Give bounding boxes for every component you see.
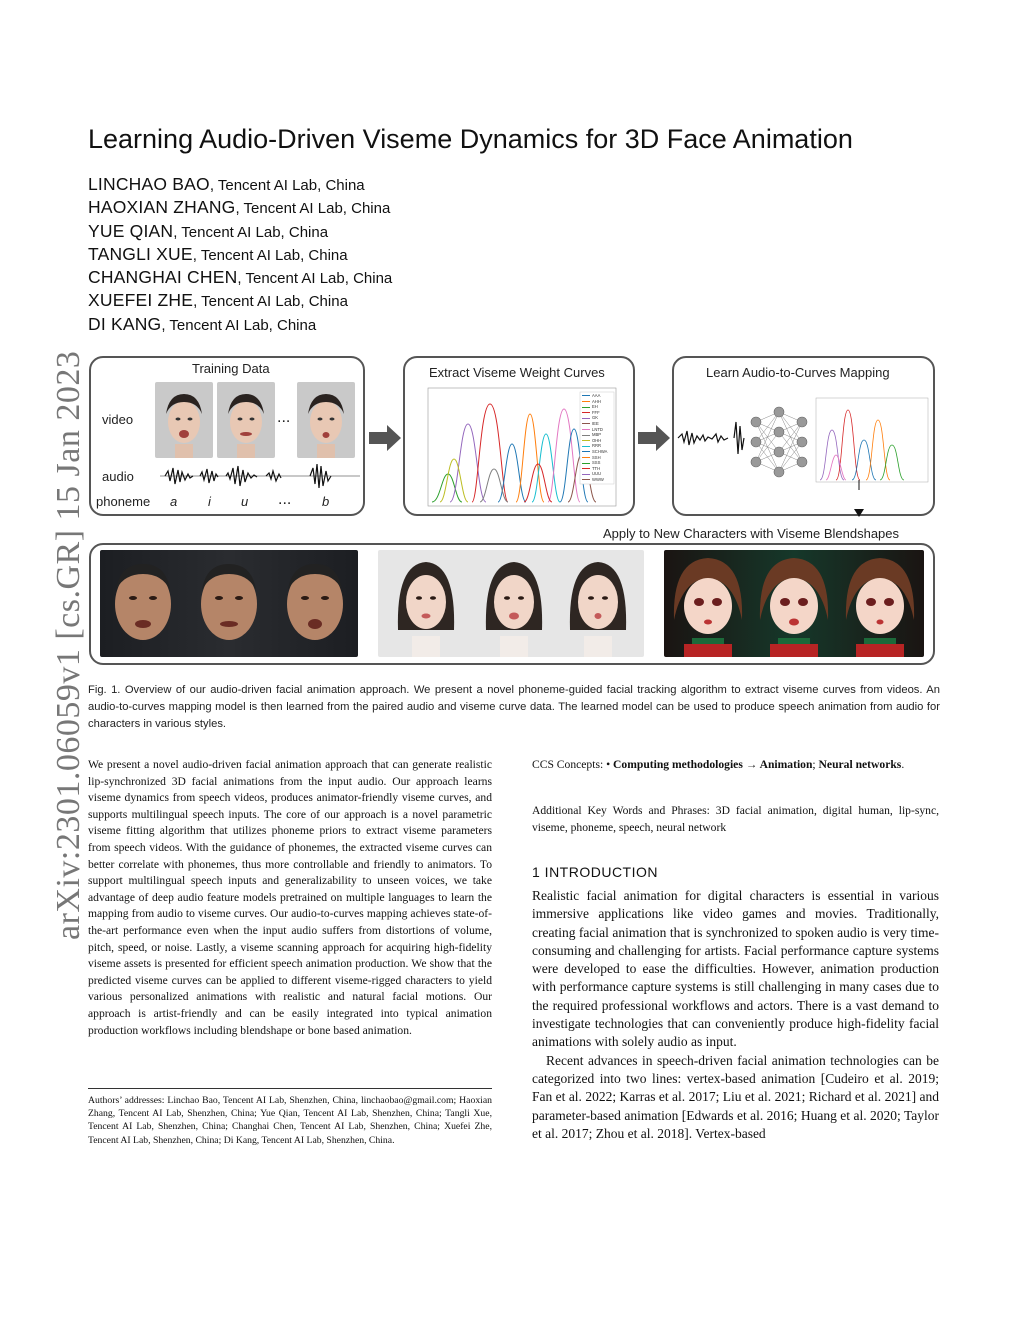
author-list	[88, 174, 392, 337]
legend-label: LNTD	[592, 426, 603, 432]
training-video-frame	[297, 382, 355, 458]
legend-label: SCHWA	[592, 448, 608, 454]
author-entry	[88, 267, 392, 290]
author-affiliation: , Tencent AI Lab, China	[237, 270, 393, 288]
legend-swatch	[582, 429, 590, 430]
author-entry	[88, 244, 392, 267]
female-character-render	[378, 550, 644, 657]
ccs-prefix: CCS Concepts: •	[532, 758, 614, 771]
curves-legend	[582, 393, 616, 483]
intro-paragraph: Realistic facial animation for digital characters is essential in various immersive applications like video games and movies. Traditionally, creating facial animation that is synchronized to spoken audio is very time-consuming and challenging for artists. Facial performance capture systems were developed to ease the difficulties. However, animation production with performance capture systems is still challenging in many cases due to the required professional workflows and actors. There is a vast demand to investigate technologies that can conveniently produce high-fidelity facial animations with solely audio as input.	[532, 888, 939, 1050]
author-entry	[88, 314, 392, 337]
ccs-separator: ;	[812, 758, 819, 771]
stylized-character-render	[664, 550, 924, 657]
arxiv-stamp: arXiv:2301.06059v1 [cs.GR] 15 Jan 2023	[50, 350, 87, 940]
ccs-concepts	[532, 757, 939, 774]
training-video-frame	[217, 382, 275, 458]
phoneme-i: i	[208, 494, 211, 509]
training-video-frame	[155, 382, 213, 458]
legend-label: SSS	[592, 460, 601, 466]
introduction-text	[532, 887, 939, 1143]
phoneme-u: u	[241, 494, 249, 509]
legend-label: FFF	[592, 409, 600, 415]
legend-label: TTH	[592, 465, 601, 471]
intro-paragraph: Recent advances in speech-driven facial animation technologies can be categorized into two lines: vertex-based animation [Cudeiro et al. 2019; Fan et al. 2022; Karras et al. 2017; Liu et al. 2021; Richard et al. 2021] and parameter-based animation [Edwards et al. 2016; Huang et al. 2020; Taylor et al. 2017; Zhou et al. 2018]. Vertex-based	[532, 1052, 939, 1141]
phoneme-a: a	[170, 494, 178, 509]
apply-label: Apply to New Characters with Viseme Blendshapes	[603, 526, 900, 541]
legend-entry	[582, 477, 616, 483]
phoneme-label: phoneme	[96, 494, 151, 509]
audio-label: audio	[102, 469, 134, 484]
author-name: HAOXIAN ZHANG	[88, 197, 236, 218]
legend-swatch	[582, 412, 590, 413]
legend-swatch	[582, 407, 590, 408]
frames-ellipsis: ...	[277, 409, 291, 426]
author-affiliation: , Tencent AI Lab, China	[235, 200, 391, 218]
extract-curves-label: Extract Viseme Weight Curves	[429, 365, 605, 380]
video-label: video	[102, 412, 134, 427]
legend-swatch	[582, 479, 590, 480]
legend-label: MBP	[592, 432, 602, 438]
legend-swatch	[582, 440, 590, 441]
phoneme-ellipsis: ...	[278, 491, 292, 508]
legend-swatch	[582, 468, 590, 469]
legend-label: EH	[592, 404, 598, 410]
legend-label: RRR	[592, 443, 602, 449]
author-name: YUE QIAN	[88, 220, 174, 241]
author-affiliation: , Tencent AI Lab, China	[173, 223, 329, 241]
legend-label: UUU	[592, 471, 602, 477]
author-name: DI KANG	[88, 313, 162, 334]
ccs-concept-neural: Neural networks	[818, 758, 902, 771]
legend-label: AAA	[592, 393, 601, 398]
legend-swatch	[582, 446, 590, 447]
legend-label: IEE	[592, 420, 599, 426]
ccs-suffix: .	[901, 758, 905, 771]
author-entry	[88, 174, 392, 197]
legend-swatch	[582, 423, 590, 424]
legend-swatch	[582, 401, 590, 402]
author-affiliation: , Tencent AI Lab, China	[193, 293, 348, 311]
section-heading-introduction: 1 INTRODUCTION	[532, 864, 658, 880]
legend-label: GK	[592, 415, 599, 421]
legend-swatch	[582, 451, 590, 452]
ccs-concept-animation: Computing methodologies → Animation	[613, 758, 813, 771]
author-affiliation: , Tencent AI Lab, China	[192, 246, 348, 264]
figure-caption: Fig. 1. Overview of our audio-driven facial animation approach. We present a novel phoneme-guided facial tracking algorithm to extract viseme curves from videos. An audio-to-curves mapping model is then learned from the paired audio and viseme curve data. The learned model can be used to produce speech animation from audio for characters in various styles.	[88, 684, 940, 730]
author-affiliation: , Tencent AI Lab, China	[209, 177, 365, 194]
legend-swatch	[582, 435, 590, 436]
author-entry	[88, 290, 392, 313]
legend-swatch	[582, 474, 590, 475]
audio-to-curves-network	[676, 390, 931, 490]
footnote-rule	[88, 1088, 492, 1089]
keywords: Additional Key Words and Phrases: 3D facial animation, digital human, lip-sync, viseme, phoneme, speech, neural network	[532, 804, 939, 834]
author-entry	[88, 197, 392, 220]
arrow-down-icon	[854, 505, 864, 517]
arrow-right-icon	[369, 425, 401, 451]
legend-swatch	[582, 418, 590, 419]
phoneme-b: b	[322, 494, 330, 509]
legend-swatch	[582, 463, 590, 464]
audio-waveform	[160, 462, 360, 490]
abstract: We present a novel audio-driven facial animation approach that can generate realistic lip-synchronized 3D facial animations from the input audio. Our approach learns viseme dynamics from speech videos, produces animator-friendly viseme curves, and supports multilingual speech inputs. The core of our approach is a novel parametric viseme fitting algorithm that utilizes phoneme priors to extract viseme parameters from speech videos. With the guidance of phonemes, the extracted viseme curves can better correlate with phonemes, thus more controllable and friendly to animators. To support multilingual speech inputs and generalizability to unseen voices, we take advantage of deep audio feature models pretrained on multiple languages to learn the mapping from audio to viseme curves. Our audio-to-curves mapping achieves state-of-the-art performance even when the input audio suffers from distortions of volume, pitch, speed, or noise. Lastly, a viseme scanning approach for acquiring high-fidelity viseme assets is presented for efficient speech animation production. We show that the predicted viseme curves can be applied to different viseme-rigged characters to yield various personalized animations with realistic and natural facial motions. Our approach is artist-friendly and can be easily integrated into typical animation production workflows including blendshape or bone based animation.	[88, 758, 492, 1037]
legend-label: SSH	[592, 454, 601, 460]
authors-addresses-footnote: Authors’ addresses: Linchao Bao, Tencent AI Lab, Shenzhen, China, linchaobao@gmail.com; Haoxian Zhang, Tencent AI Lab, Shenzhen, China; Yue Qian, Tencent AI Lab, Shenzhen, China; Tangli Xue, Tencent AI Lab, Shenzhen, China; Changhai Chen, Tencent AI Lab, Shenzhen, China; Xuefei Zhe, Tencent AI Lab, Shenzhen, China; Di Kang, Tencent AI Lab, Shenzhen, China.	[88, 1095, 492, 1146]
paper-title: Learning Audio-Driven Viseme Dynamics for 3D Face Animation	[88, 124, 853, 154]
legend-swatch	[582, 457, 590, 458]
legend-label: AHH	[592, 398, 601, 404]
learn-mapping-label: Learn Audio-to-Curves Mapping	[706, 365, 890, 380]
author-name: XUEFEI ZHE	[88, 290, 194, 311]
author-entry	[88, 221, 392, 244]
training-data-label: Training Data	[192, 361, 270, 376]
male-character-render	[100, 550, 358, 657]
legend-label: OHH	[592, 437, 602, 443]
author-name: CHANGHAI CHEN	[88, 267, 238, 288]
legend-swatch	[582, 395, 590, 396]
legend-label: WWW	[592, 476, 604, 482]
author-affiliation: , Tencent AI Lab, China	[161, 316, 317, 334]
arrow-right-icon	[638, 425, 670, 451]
author-name: LINCHAO BAO	[88, 174, 210, 194]
author-name: TANGLI XUE	[88, 243, 193, 264]
